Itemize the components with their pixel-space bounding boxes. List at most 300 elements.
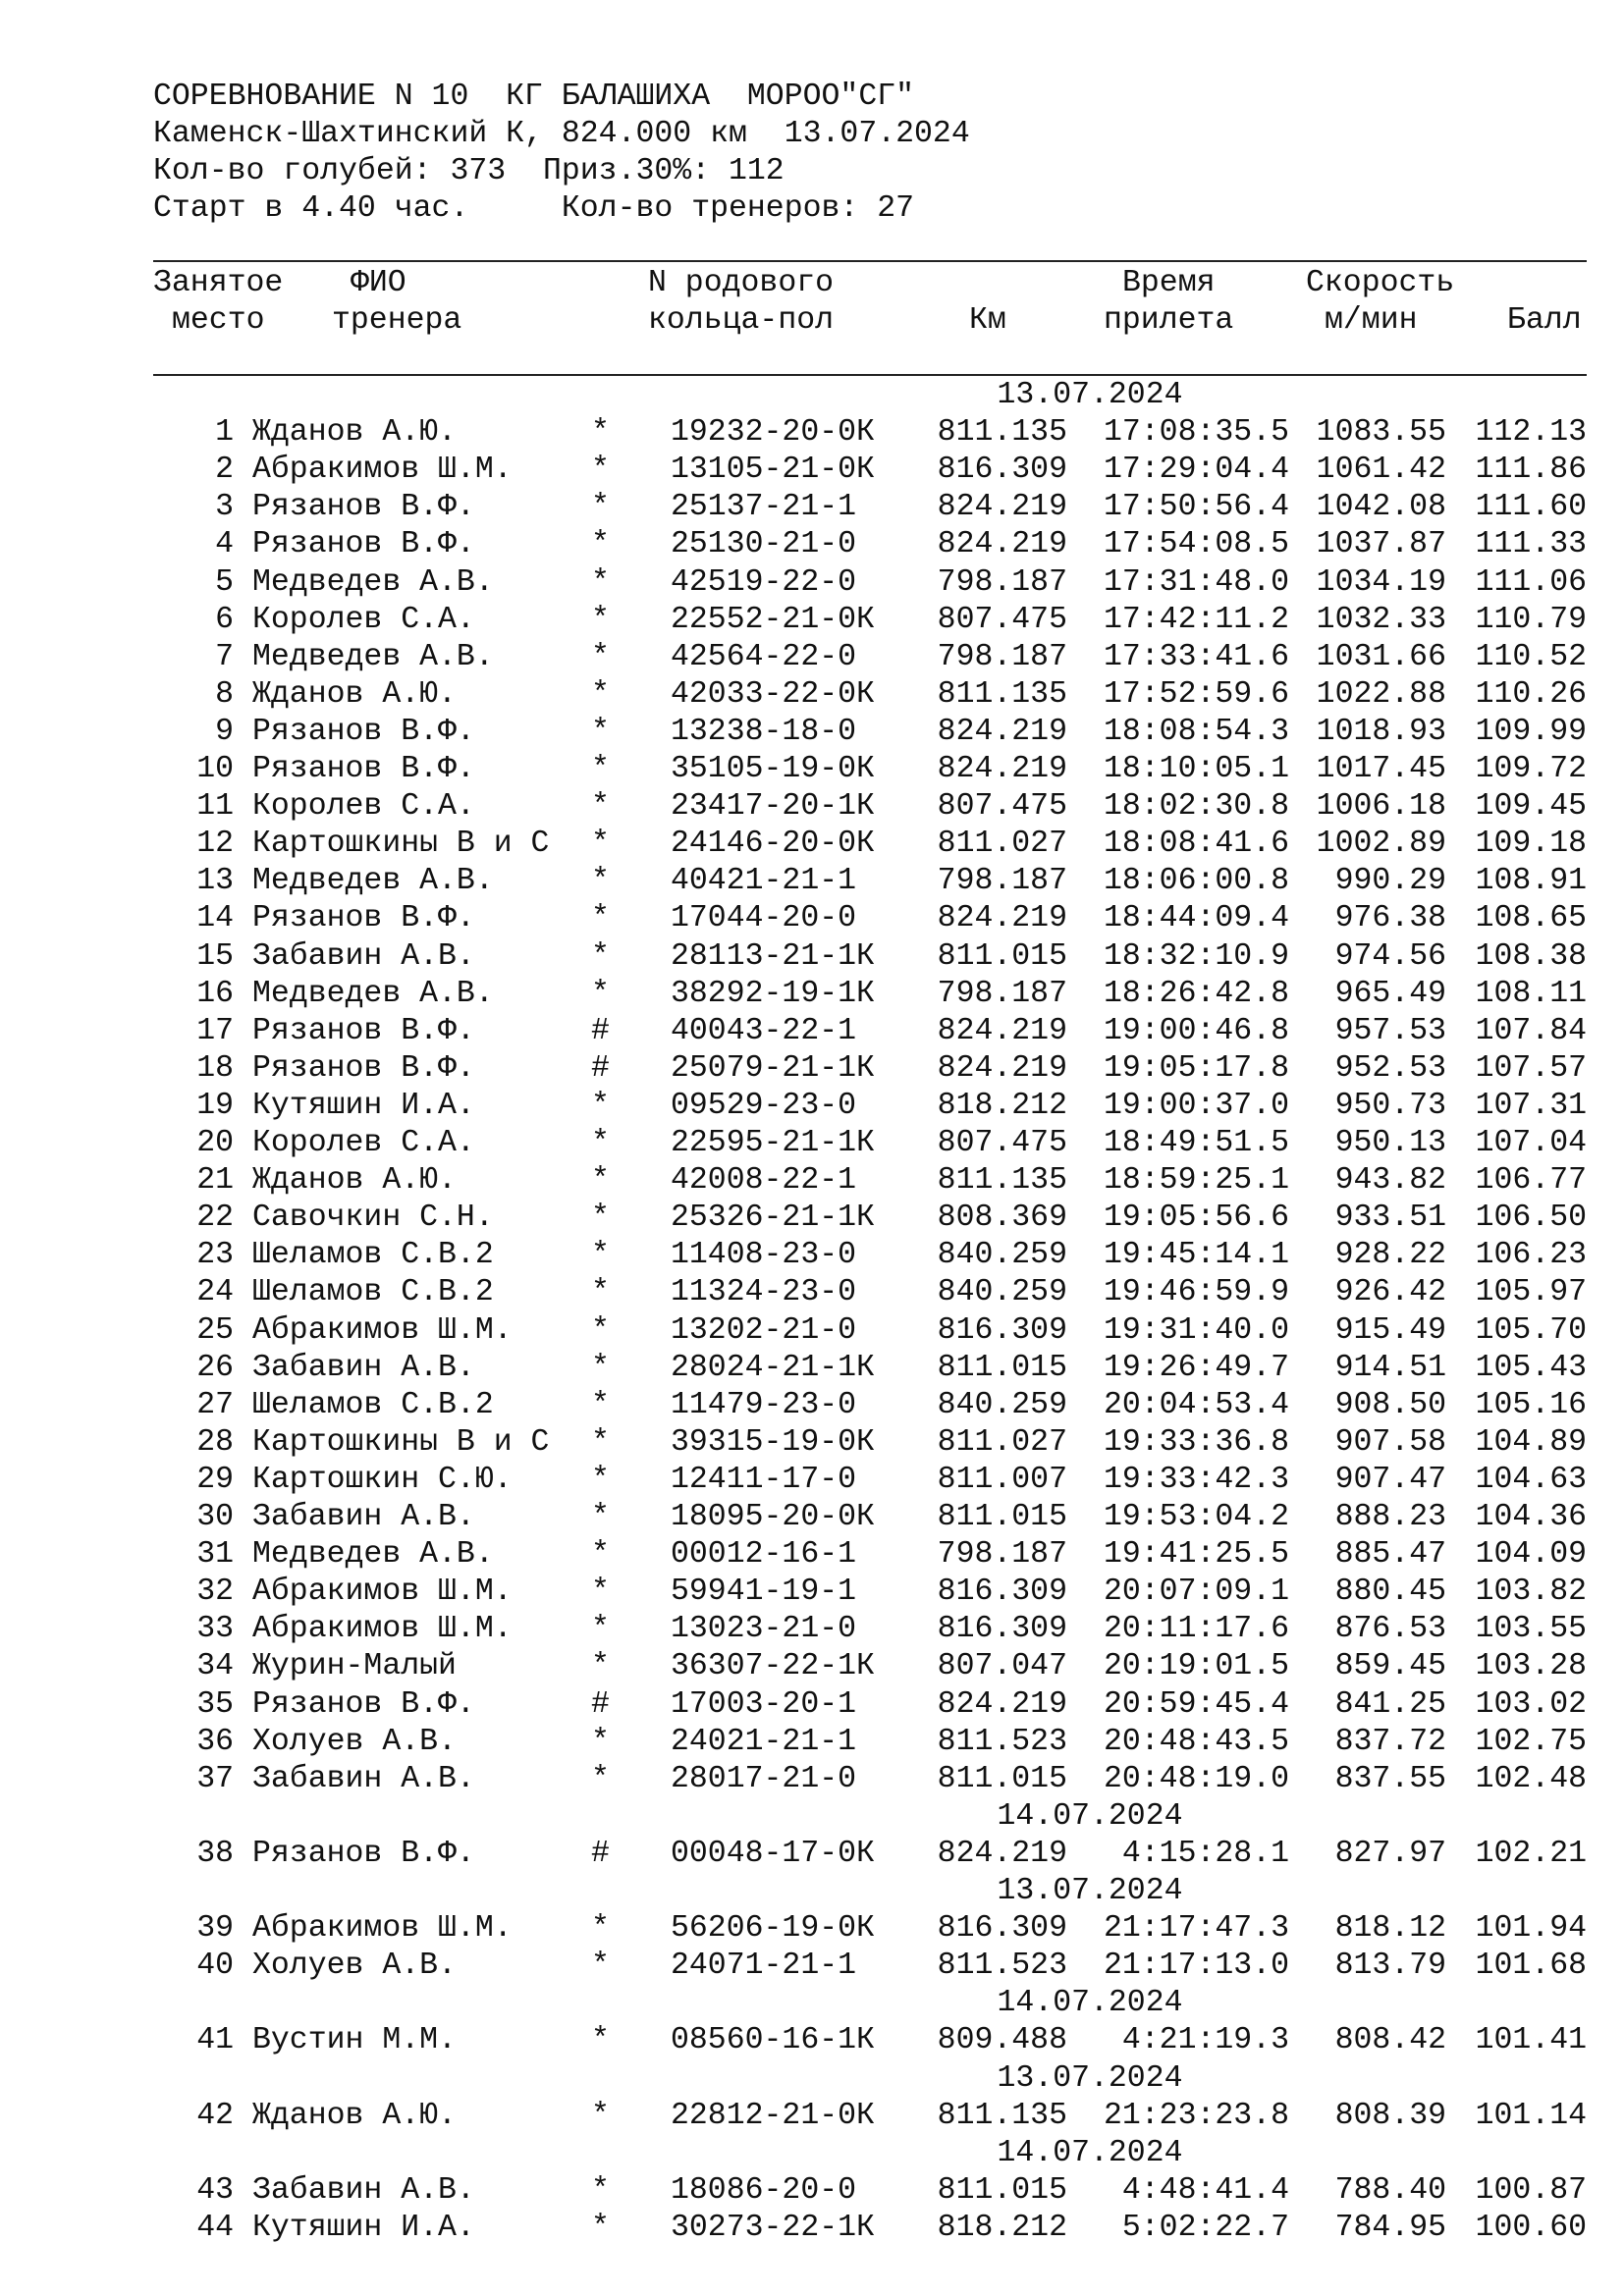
row-mark: * xyxy=(591,564,610,600)
row-mark: * xyxy=(591,1126,610,1160)
row-trainer-name: Рязанов В.Ф. xyxy=(252,752,475,786)
row-place: 14 xyxy=(196,901,234,936)
row-km: 798.187 xyxy=(937,564,1067,600)
row-km: 811.027 xyxy=(937,1424,1067,1460)
row-place: 11 xyxy=(196,789,234,825)
date-separator-text: 13.07.2024 xyxy=(997,378,1183,412)
row-ring-number: 30273-22-1К xyxy=(671,2210,875,2245)
date-separator xyxy=(0,377,1624,414)
row-trainer-name: Шеламов С.В.2 xyxy=(252,1275,494,1310)
row-km: 798.187 xyxy=(937,976,1067,1011)
row-score: 109.72 xyxy=(1475,752,1587,786)
table-row xyxy=(0,1724,1624,1761)
row-arrival-time: 20:48:43.5 xyxy=(1103,1724,1289,1759)
row-score: 104.63 xyxy=(1475,1462,1587,1497)
row-mark: * xyxy=(591,827,610,862)
row-trainer-name: Абракимов Ш.М. xyxy=(252,1612,513,1647)
row-speed: 1002.89 xyxy=(1316,827,1446,862)
table-row xyxy=(0,1499,1624,1536)
row-ring-number: 25137-21-1 xyxy=(671,490,857,525)
row-mark: * xyxy=(591,1088,610,1123)
row-ring-number: 22552-21-0К xyxy=(671,602,875,637)
row-km: 816.309 xyxy=(937,453,1067,488)
row-place: 35 xyxy=(196,1686,234,1722)
table-row xyxy=(0,976,1624,1013)
row-ring-number: 13202-21-0 xyxy=(671,1312,857,1348)
row-ring-number: 09529-23-0 xyxy=(671,1088,857,1123)
row-arrival-time: 19:00:37.0 xyxy=(1103,1088,1289,1123)
row-score: 101.14 xyxy=(1475,2098,1587,2133)
row-km: 811.135 xyxy=(937,415,1067,451)
row-place: 27 xyxy=(196,1387,234,1422)
row-place: 37 xyxy=(196,1761,234,1796)
row-trainer-name: Жданов А.Ю. xyxy=(252,415,457,451)
row-speed: 965.49 xyxy=(1334,976,1446,1011)
date-separator xyxy=(0,1873,1624,1910)
row-km: 824.219 xyxy=(937,1013,1067,1048)
row-mark: * xyxy=(591,1500,610,1534)
row-speed: 808.39 xyxy=(1334,2098,1446,2133)
row-score: 107.04 xyxy=(1475,1126,1587,1160)
row-trainer-name: Шеламов С.В.2 xyxy=(252,1387,494,1422)
row-place: 4 xyxy=(215,527,234,562)
row-km: 811.007 xyxy=(937,1462,1067,1497)
table-row xyxy=(0,751,1624,788)
row-km: 840.259 xyxy=(937,1387,1067,1422)
row-place: 13 xyxy=(196,864,234,899)
table-row xyxy=(0,1611,1624,1648)
row-ring-number: 18095-20-0К xyxy=(671,1500,875,1534)
row-speed: 1022.88 xyxy=(1316,676,1446,712)
row-speed: 788.40 xyxy=(1334,2172,1446,2208)
row-mark: * xyxy=(591,1350,610,1385)
row-arrival-time: 21:17:47.3 xyxy=(1103,1911,1289,1947)
row-place: 44 xyxy=(196,2210,234,2245)
row-score: 101.68 xyxy=(1475,1949,1587,1984)
row-arrival-time: 19:46:59.9 xyxy=(1103,1275,1289,1310)
row-speed: 1018.93 xyxy=(1316,714,1446,749)
row-speed: 888.23 xyxy=(1334,1500,1446,1534)
row-km: 818.212 xyxy=(937,2210,1067,2245)
row-score: 101.94 xyxy=(1475,1911,1587,1947)
row-ring-number: 36307-22-1К xyxy=(671,1649,875,1684)
row-speed: 813.79 xyxy=(1334,1949,1446,1984)
row-trainer-name: Королев С.А. xyxy=(252,789,475,825)
row-mark: * xyxy=(591,2098,610,2133)
row-ring-number: 40421-21-1 xyxy=(671,864,857,899)
row-speed: 1083.55 xyxy=(1316,415,1446,451)
col-km: Км xyxy=(969,303,1006,338)
row-speed: 784.95 xyxy=(1334,2210,1446,2245)
row-mark: * xyxy=(591,2172,610,2208)
row-ring-number: 28113-21-1К xyxy=(671,938,875,974)
pigeon-count: Кол-во голубей: 373 Приз.30%: 112 xyxy=(153,154,785,188)
table-row xyxy=(0,1050,1624,1088)
row-km: 811.015 xyxy=(937,1500,1067,1534)
row-mark: * xyxy=(591,1201,610,1236)
row-mark: * xyxy=(591,1537,610,1573)
row-ring-number: 40043-22-1 xyxy=(671,1013,857,1048)
table-row xyxy=(0,602,1624,639)
row-score: 107.84 xyxy=(1475,1013,1587,1048)
row-speed: 1006.18 xyxy=(1316,789,1446,825)
row-trainer-name: Картошкины В и С xyxy=(252,1424,550,1460)
row-mark: # xyxy=(591,1013,610,1048)
row-arrival-time: 17:31:48.0 xyxy=(1103,564,1289,600)
date-separator xyxy=(0,1985,1624,2022)
table-row xyxy=(0,1312,1624,1350)
table-row xyxy=(0,938,1624,976)
row-ring-number: 35105-19-0К xyxy=(671,752,875,786)
row-mark: * xyxy=(591,1275,610,1310)
row-km: 798.187 xyxy=(937,1537,1067,1573)
row-place: 24 xyxy=(196,1275,234,1310)
row-score: 107.57 xyxy=(1475,1050,1587,1086)
row-km: 798.187 xyxy=(937,639,1067,674)
row-speed: 827.97 xyxy=(1334,1836,1446,1871)
row-score: 110.79 xyxy=(1475,602,1587,637)
row-km: 824.219 xyxy=(937,527,1067,562)
row-score: 110.52 xyxy=(1475,639,1587,674)
start-info: Старт в 4.40 час. Кол-во тренеров: 27 xyxy=(153,191,915,226)
table-row xyxy=(0,2098,1624,2135)
row-arrival-time: 20:48:19.0 xyxy=(1103,1761,1289,1796)
row-trainer-name: Жданов А.Ю. xyxy=(252,1163,457,1199)
table-row xyxy=(0,826,1624,863)
row-ring-number: 19232-20-0К xyxy=(671,415,875,451)
row-score: 110.26 xyxy=(1475,676,1587,712)
row-arrival-time: 17:54:08.5 xyxy=(1103,527,1289,562)
row-place: 32 xyxy=(196,1575,234,1610)
row-score: 103.28 xyxy=(1475,1649,1587,1684)
row-mark: # xyxy=(591,1686,610,1722)
row-trainer-name: Шеламов С.В.2 xyxy=(252,1238,494,1273)
row-place: 25 xyxy=(196,1312,234,1348)
table-row xyxy=(0,489,1624,526)
row-ring-number: 23417-20-1К xyxy=(671,789,875,825)
row-arrival-time: 4:21:19.3 xyxy=(1121,2023,1289,2058)
row-place: 39 xyxy=(196,1911,234,1947)
table-row xyxy=(0,1536,1624,1574)
row-ring-number: 39315-19-0К xyxy=(671,1424,875,1460)
row-mark: * xyxy=(591,1949,610,1984)
row-place: 38 xyxy=(196,1836,234,1871)
col-name-1: ФИО xyxy=(351,266,406,300)
row-mark: * xyxy=(591,1424,610,1460)
row-score: 104.89 xyxy=(1475,1424,1587,1460)
row-arrival-time: 21:23:23.8 xyxy=(1103,2098,1289,2133)
table-row xyxy=(0,1836,1624,1873)
row-ring-number: 56206-19-0К xyxy=(671,1911,875,1947)
table-row xyxy=(0,1088,1624,1125)
row-km: 811.015 xyxy=(937,2172,1067,2208)
row-arrival-time: 19:00:46.8 xyxy=(1103,1013,1289,1048)
row-place: 2 xyxy=(215,453,234,488)
row-ring-number: 00048-17-0К xyxy=(671,1836,875,1871)
row-mark: * xyxy=(591,864,610,899)
row-trainer-name: Вустин М.М. xyxy=(252,2023,457,2058)
row-km: 811.135 xyxy=(937,1163,1067,1199)
row-speed: 943.82 xyxy=(1334,1163,1446,1199)
row-mark: * xyxy=(591,752,610,786)
row-mark: * xyxy=(591,453,610,488)
col-ring-1: N родового xyxy=(648,266,835,300)
row-score: 111.06 xyxy=(1475,564,1587,600)
row-ring-number: 25130-21-0 xyxy=(671,527,857,562)
row-km: 811.523 xyxy=(937,1949,1067,1984)
row-place: 43 xyxy=(196,2172,234,2208)
competition-title: СОРЕВНОВАНИЕ N 10 КГ БАЛАШИХА МОРОО"СГ" xyxy=(153,80,915,114)
row-arrival-time: 18:10:05.1 xyxy=(1103,752,1289,786)
row-mark: * xyxy=(591,1724,610,1759)
row-ring-number: 11408-23-0 xyxy=(671,1238,857,1273)
header-divider-bottom xyxy=(153,374,1587,376)
row-ring-number: 00012-16-1 xyxy=(671,1537,857,1573)
row-score: 102.21 xyxy=(1475,1836,1587,1871)
row-arrival-time: 17:50:56.4 xyxy=(1103,490,1289,525)
row-trainer-name: Абракимов Ш.М. xyxy=(252,453,513,488)
row-arrival-time: 18:49:51.5 xyxy=(1103,1126,1289,1160)
col-speed-1: Скорость xyxy=(1306,266,1455,300)
row-mark: * xyxy=(591,490,610,525)
row-km: 809.488 xyxy=(937,2023,1067,2058)
row-arrival-time: 18:06:00.8 xyxy=(1103,864,1289,899)
row-place: 40 xyxy=(196,1949,234,1984)
row-trainer-name: Рязанов В.Ф. xyxy=(252,1013,475,1048)
table-row xyxy=(0,714,1624,751)
row-place: 1 xyxy=(215,415,234,451)
row-speed: 933.51 xyxy=(1334,1201,1446,1236)
row-score: 109.45 xyxy=(1475,789,1587,825)
row-arrival-time: 18:08:41.6 xyxy=(1103,827,1289,862)
table-row xyxy=(0,1274,1624,1311)
row-place: 36 xyxy=(196,1724,234,1759)
row-score: 101.41 xyxy=(1475,2023,1587,2058)
row-score: 109.18 xyxy=(1475,827,1587,862)
row-ring-number: 13238-18-0 xyxy=(671,714,857,749)
row-place: 3 xyxy=(215,490,234,525)
col-place-1: Занятое xyxy=(153,266,284,300)
date-separator-text: 14.07.2024 xyxy=(997,2135,1183,2170)
table-row xyxy=(0,1948,1624,1985)
row-km: 824.219 xyxy=(937,752,1067,786)
table-row xyxy=(0,1387,1624,1424)
row-ring-number: 24071-21-1 xyxy=(671,1949,857,1984)
row-arrival-time: 17:33:41.6 xyxy=(1103,639,1289,674)
row-arrival-time: 19:33:42.3 xyxy=(1103,1462,1289,1497)
row-trainer-name: Жданов А.Ю. xyxy=(252,2098,457,2133)
row-trainer-name: Рязанов В.Ф. xyxy=(252,527,475,562)
row-score: 111.60 xyxy=(1475,490,1587,525)
row-trainer-name: Медведев А.В. xyxy=(252,864,494,899)
row-ring-number: 28024-21-1К xyxy=(671,1350,875,1385)
row-score: 111.33 xyxy=(1475,527,1587,562)
row-km: 807.475 xyxy=(937,1126,1067,1160)
row-trainer-name: Рязанов В.Ф. xyxy=(252,901,475,936)
row-km: 824.219 xyxy=(937,901,1067,936)
row-arrival-time: 19:05:56.6 xyxy=(1103,1201,1289,1236)
row-arrival-time: 17:08:35.5 xyxy=(1103,415,1289,451)
row-ring-number: 42033-22-0К xyxy=(671,676,875,712)
row-speed: 907.58 xyxy=(1334,1424,1446,1460)
table-row xyxy=(0,676,1624,714)
row-km: 824.219 xyxy=(937,1050,1067,1086)
row-place: 5 xyxy=(215,564,234,600)
row-arrival-time: 20:19:01.5 xyxy=(1103,1649,1289,1684)
row-arrival-time: 19:05:17.8 xyxy=(1103,1050,1289,1086)
row-speed: 950.13 xyxy=(1334,1126,1446,1160)
row-ring-number: 22812-21-0К xyxy=(671,2098,875,2133)
row-ring-number: 17044-20-0 xyxy=(671,901,857,936)
row-place: 30 xyxy=(196,1500,234,1534)
row-trainer-name: Забавин А.В. xyxy=(252,1761,475,1796)
row-ring-number: 42564-22-0 xyxy=(671,639,857,674)
row-trainer-name: Рязанов В.Ф. xyxy=(252,1050,475,1086)
table-row xyxy=(0,1648,1624,1685)
table-row xyxy=(0,1125,1624,1162)
date-separator xyxy=(0,2060,1624,2098)
table-row xyxy=(0,1162,1624,1200)
row-speed: 907.47 xyxy=(1334,1462,1446,1497)
row-score: 100.60 xyxy=(1475,2210,1587,2245)
row-arrival-time: 4:48:41.4 xyxy=(1121,2172,1289,2208)
row-score: 107.31 xyxy=(1475,1088,1587,1123)
row-arrival-time: 19:26:49.7 xyxy=(1103,1350,1289,1385)
row-km: 807.475 xyxy=(937,602,1067,637)
row-place: 23 xyxy=(196,1238,234,1273)
row-trainer-name: Рязанов В.Ф. xyxy=(252,1686,475,1722)
row-ring-number: 42519-22-0 xyxy=(671,564,857,600)
row-trainer-name: Медведев А.В. xyxy=(252,639,494,674)
row-score: 112.13 xyxy=(1475,415,1587,451)
table-row xyxy=(0,2210,1624,2247)
row-ring-number: 25079-21-1К xyxy=(671,1050,875,1086)
row-trainer-name: Медведев А.В. xyxy=(252,1537,494,1573)
row-arrival-time: 20:11:17.6 xyxy=(1103,1612,1289,1647)
row-mark: * xyxy=(591,1238,610,1273)
row-trainer-name: Холуев А.В. xyxy=(252,1949,457,1984)
row-arrival-time: 18:32:10.9 xyxy=(1103,938,1289,974)
row-ring-number: 25326-21-1К xyxy=(671,1201,875,1236)
table-row xyxy=(0,564,1624,602)
row-trainer-name: Забавин А.В. xyxy=(252,2172,475,2208)
row-speed: 837.55 xyxy=(1334,1761,1446,1796)
row-mark: * xyxy=(591,901,610,936)
row-score: 100.87 xyxy=(1475,2172,1587,2208)
row-km: 807.475 xyxy=(937,789,1067,825)
col-score: Балл xyxy=(1507,303,1582,338)
row-speed: 926.42 xyxy=(1334,1275,1446,1310)
row-speed: 908.50 xyxy=(1334,1387,1446,1422)
row-speed: 808.42 xyxy=(1334,2023,1446,2058)
row-place: 9 xyxy=(215,714,234,749)
row-score: 105.70 xyxy=(1475,1312,1587,1348)
row-trainer-name: Королев С.А. xyxy=(252,602,475,637)
row-place: 7 xyxy=(215,639,234,674)
row-mark: * xyxy=(591,1649,610,1684)
row-km: 824.219 xyxy=(937,490,1067,525)
row-arrival-time: 18:02:30.8 xyxy=(1103,789,1289,825)
row-mark: * xyxy=(591,527,610,562)
row-km: 807.047 xyxy=(937,1649,1067,1684)
col-place-2: место xyxy=(172,303,265,338)
row-km: 840.259 xyxy=(937,1275,1067,1310)
row-mark: * xyxy=(591,938,610,974)
table-row xyxy=(0,639,1624,676)
row-trainer-name: Абракимов Ш.М. xyxy=(252,1911,513,1947)
row-arrival-time: 21:17:13.0 xyxy=(1103,1949,1289,1984)
row-ring-number: 18086-20-0 xyxy=(671,2172,857,2208)
row-score: 105.16 xyxy=(1475,1387,1587,1422)
table-row xyxy=(0,2172,1624,2210)
row-speed: 885.47 xyxy=(1334,1537,1446,1573)
row-speed: 818.12 xyxy=(1334,1911,1446,1947)
row-place: 26 xyxy=(196,1350,234,1385)
row-km: 811.135 xyxy=(937,2098,1067,2133)
date-separator-text: 14.07.2024 xyxy=(997,1798,1183,1834)
row-trainer-name: Медведев А.В. xyxy=(252,564,494,600)
row-speed: 950.73 xyxy=(1334,1088,1446,1123)
row-speed: 914.51 xyxy=(1334,1350,1446,1385)
row-mark: * xyxy=(591,1163,610,1199)
row-speed: 859.45 xyxy=(1334,1649,1446,1684)
row-place: 33 xyxy=(196,1612,234,1647)
table-row xyxy=(0,900,1624,937)
row-speed: 1032.33 xyxy=(1316,602,1446,637)
row-score: 102.75 xyxy=(1475,1724,1587,1759)
row-mark: * xyxy=(591,976,610,1011)
row-speed: 1031.66 xyxy=(1316,639,1446,674)
row-mark: * xyxy=(591,2210,610,2245)
row-mark: * xyxy=(591,1612,610,1647)
row-trainer-name: Медведев А.В. xyxy=(252,976,494,1011)
row-km: 811.015 xyxy=(937,1761,1067,1796)
row-mark: * xyxy=(591,1462,610,1497)
row-place: 21 xyxy=(196,1163,234,1199)
row-speed: 1034.19 xyxy=(1316,564,1446,600)
table-row xyxy=(0,1574,1624,1611)
row-place: 41 xyxy=(196,2023,234,2058)
row-trainer-name: Холуев А.В. xyxy=(252,1724,457,1759)
row-place: 16 xyxy=(196,976,234,1011)
row-score: 103.02 xyxy=(1475,1686,1587,1722)
row-place: 19 xyxy=(196,1088,234,1123)
row-trainer-name: Кутяшин И.А. xyxy=(252,2210,475,2245)
row-place: 15 xyxy=(196,938,234,974)
row-km: 816.309 xyxy=(937,1575,1067,1610)
row-mark: * xyxy=(591,1911,610,1947)
row-km: 824.219 xyxy=(937,714,1067,749)
row-score: 106.50 xyxy=(1475,1201,1587,1236)
table-row xyxy=(0,414,1624,452)
row-place: 34 xyxy=(196,1649,234,1684)
row-ring-number: 59941-19-1 xyxy=(671,1575,857,1610)
row-mark: * xyxy=(591,789,610,825)
row-trainer-name: Абракимов Ш.М. xyxy=(252,1312,513,1348)
row-score: 111.86 xyxy=(1475,453,1587,488)
row-ring-number: 13105-21-0К xyxy=(671,453,875,488)
row-km: 840.259 xyxy=(937,1238,1067,1273)
row-place: 20 xyxy=(196,1126,234,1160)
row-score: 108.11 xyxy=(1475,976,1587,1011)
row-speed: 876.53 xyxy=(1334,1612,1446,1647)
row-mark: * xyxy=(591,415,610,451)
date-separator xyxy=(0,1798,1624,1836)
row-km: 824.219 xyxy=(937,1686,1067,1722)
table-row xyxy=(0,788,1624,826)
row-km: 811.027 xyxy=(937,827,1067,862)
row-score: 108.91 xyxy=(1475,864,1587,899)
